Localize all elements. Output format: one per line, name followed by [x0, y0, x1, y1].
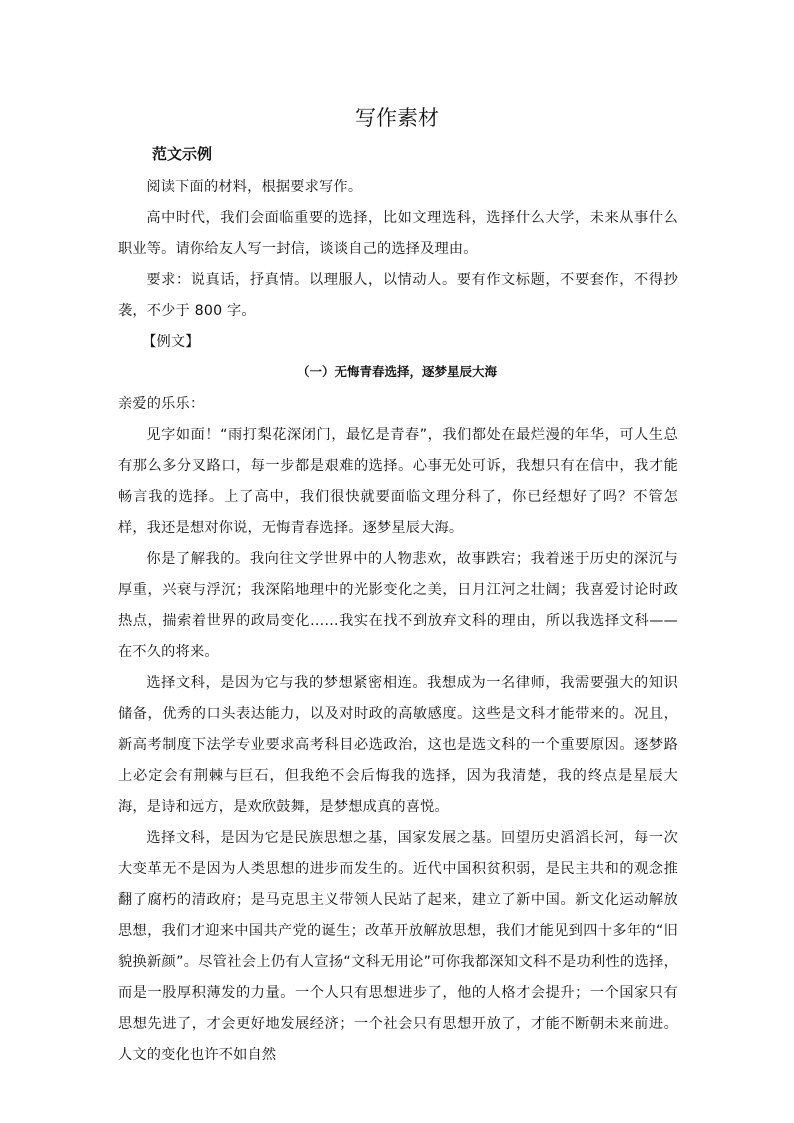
essay-paragraph: 选择文科，是因为它是民族思想之基，国家发展之基。回望历史滔滔长河，每一次大变革无不是因为人类思想的进步而发生的。近代中国积贫积弱，是民主共和的观念推翻了腐朽的清政府；是马克思主义带领人民站了起来，建立了新中国。新文化运动解放思想，我们才迎来中国共产党的诞生；改革开放解放思想，我们才能见到四十多年的“旧貌换新颜”。尽管社会上仍有人宣扬“文科无用论”可你我都深知文科不是功利性的选择，而是一股厚积薄发的力量。一个人只有思想进步了，他的人格才会提升；一个国家只有思想先进了，才会更好地发展经济；一个社会只有思想开放了，才能不断朝未来前进。人文的变化也许不如自然 [118, 830, 678, 1063]
instructions-block [118, 172, 678, 358]
example-label: 【例文】 [142, 334, 200, 350]
instruction-paragraph: 要求：说真话，抒真情。以理服人，以情动人。要有作文标题，不要套作，不得抄袭，不少于 800 字。 [118, 272, 678, 319]
essay-paragraph: 你是了解我的。我向往文学世界中的人物悲欢，故事跌宕；我着迷于历史的深沉与厚重，兴衰与浮沉；我深陷地理中的光影变化之美，日月江河之壮阔；我喜爱讨论时政热点，揣索着世界的政局变化……我实在找不到放弃文科的理由，所以我选择文科——在不久的将来。 [118, 551, 678, 660]
salutation: 亲爱的乐乐： [118, 396, 205, 412]
document-title: 写作素材 [355, 106, 439, 130]
instruction-paragraph: 阅读下面的材料，根据要求写作。 [146, 179, 363, 195]
instruction-paragraph: 高中时代，我们会面临重要的选择，比如文理选科，选择什么大学，未来从事什么职业等。请你给友人写一封信，谈谈自己的选择及理由。 [118, 210, 678, 257]
essay-paragraph: 选择文科，是因为它与我的梦想紧密相连。我想成为一名律师，我需要强大的知识储备，优秀的口头表达能力，以及对时政的高敏感度。这些是文科才能带来的。况且，新高考制度下法学专业要求高考科目必选政治，这也是选文科的一个重要原因。逐梦路上必定会有荆棘与巨石，但我绝不会后悔我的选择，因为我清楚，我的终点是星辰大海，是诗和远方，是欢欣鼓舞，是梦想成真的喜悦。 [118, 675, 678, 815]
section-heading: 范文示例 [152, 145, 213, 163]
essay-body [118, 389, 678, 1071]
essay-title: （一）无悔青春选择，逐梦星辰大海 [296, 364, 497, 379]
essay-paragraph: 见字如面！“雨打梨花深闭门，最忆是青春”，我们都处在最烂漫的年华，可人生总有那么多分叉路口，每一步都是艰难的选择。心事无处可诉，我想只有在信中，我才能畅言我的选择。上了高中，我们很快就要面临文理分科了，你已经想好了吗？不管怎样，我还是想对你说，无悔青春选择。逐梦星辰大海。 [118, 427, 678, 536]
